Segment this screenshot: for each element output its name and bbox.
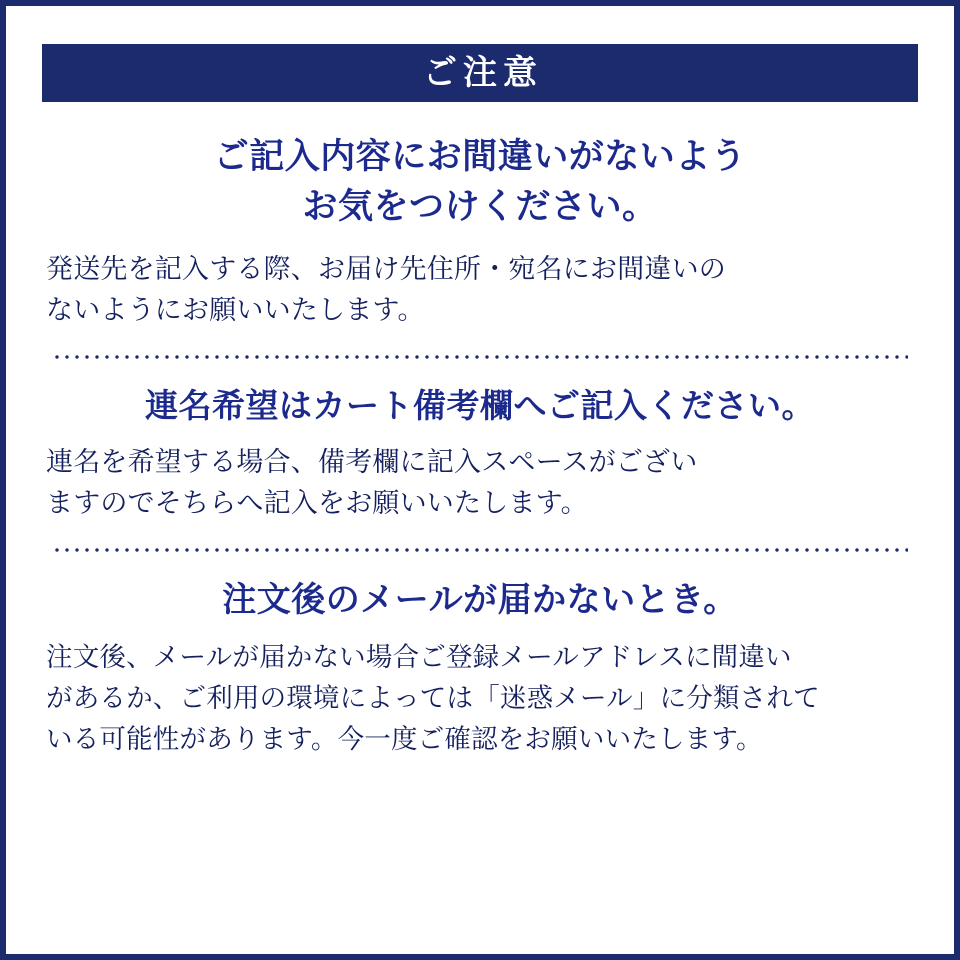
section-mail-not-received-body [46, 637, 914, 760]
section-mail-not-received-title: 注文後のメールが届かないとき。 [222, 581, 738, 620]
intro-line-2: ないようにお願いいたします。 [46, 295, 425, 326]
section-mail-not-received-line-1: 注文後、メールが届かない場合ご登録メールアドレスに間違い [46, 641, 792, 672]
lead-heading [46, 132, 914, 231]
notice-content [6, 132, 954, 760]
section-mail-not-received-line-3: いる可能性があります。今一度ご確認をお願いいたします。 [46, 723, 763, 754]
lead-heading-line1: ご記入内容にお間違いがないよう [213, 137, 747, 176]
intro-line-1: 発送先を記入する際、お届け先住所・宛名にお間違いの [46, 254, 726, 285]
dotted-divider-2 [52, 548, 908, 552]
lead-heading-line2: お気をつけください。 [302, 186, 658, 226]
notice-header-bar [42, 44, 918, 102]
dotted-divider-1 [52, 355, 908, 359]
section-joint-name [46, 385, 914, 524]
intro-paragraph [46, 249, 914, 331]
section-joint-name-line-2: ますのでそちらへ記入をお願いいたします。 [46, 488, 588, 519]
notice-inner [6, 6, 954, 954]
section-joint-name-title: 連名希望はカート備考欄へご記入ください。 [145, 387, 815, 425]
section-joint-name-line-1: 連名を希望する場合、備考欄に記入スペースがござい [46, 447, 698, 478]
section-joint-name-body [46, 442, 914, 524]
section-mail-not-received-line-2: があるか、ご利用の環境によっては「迷惑メール」に分類されて [46, 682, 820, 713]
section-mail-not-received [46, 578, 914, 759]
page-title: ご注意 [423, 54, 543, 92]
